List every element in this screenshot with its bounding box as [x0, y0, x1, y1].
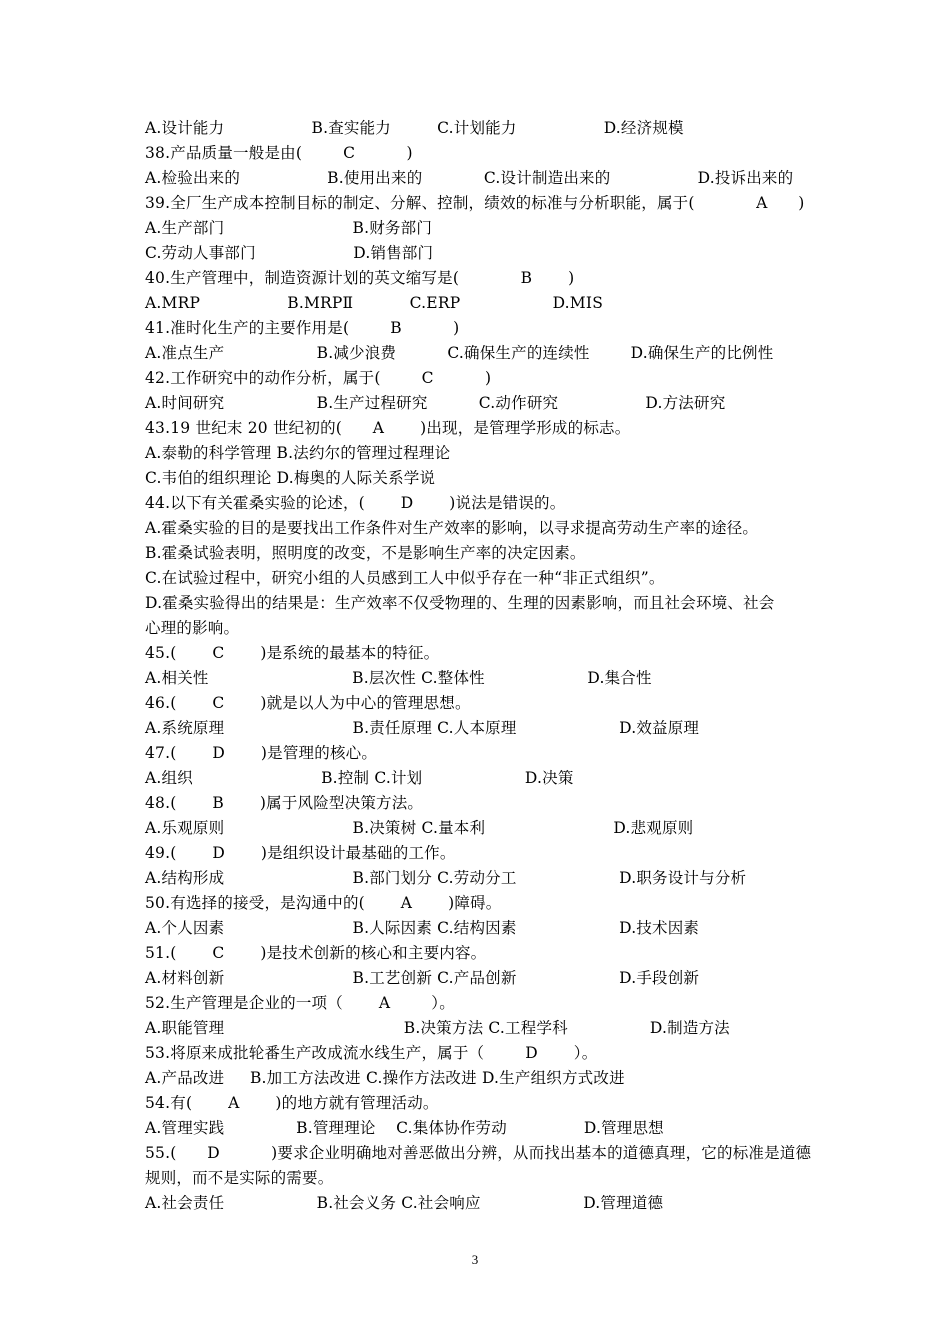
text-line: A.泰勒的科学管理 B.法约尔的管理过程理论 — [145, 444, 451, 462]
question-44: 44.以下有关霍桑实验的论述，( D )说法是错误的。 — [145, 494, 566, 512]
question-50: 50.有选择的接受，是沟通中的( A )障碍。 — [145, 894, 502, 912]
question-49: 49.( D )是组织设计最基础的工作。 — [145, 844, 456, 862]
question-40: 40.生产管理中，制造资源计划的英文缩写是( B ) — [145, 269, 575, 287]
text-line: A.产品改进 B.加工方法改进 C.操作方法改进 D.生产组织方式改进 — [145, 1069, 625, 1087]
text-line: A.MRP B.MRPⅡ C.ERP D.MIS — [145, 294, 604, 312]
text-line: A.检验出来的 B.使用出来的 C.设计制造出来的 D.投诉出来的 — [145, 169, 794, 187]
text-line: A.材料创新 B.工艺创新 C.产品创新 D.手段创新 — [145, 969, 700, 987]
text-line: A.相关性 B.层次性 C.整体性 D.集合性 — [145, 669, 652, 687]
question-45: 45.( C )是系统的最基本的特征。 — [145, 644, 440, 662]
text-line: 心理的影响。 — [145, 619, 240, 637]
question-41: 41.准时化生产的主要作用是( B ) — [145, 319, 460, 337]
question-43: 43.19 世纪末 20 世纪初的( A )出现，是管理学形成的标志。 — [145, 419, 631, 437]
text-line: C.在试验过程中，研究小组的人员感到工人中似乎存在一种“非正式组织”。 — [145, 569, 665, 587]
text-line: A.时间研究 B.生产过程研究 C.动作研究 D.方法研究 — [145, 394, 726, 412]
text-line: C.韦伯的组织理论 D.梅奥的人际关系学说 — [145, 469, 436, 487]
question-48: 48.( B )属于风险型决策方法。 — [145, 794, 424, 812]
question-42: 42.工作研究中的动作分析，属于( C ) — [145, 369, 492, 387]
text-line: A.乐观原则 B.决策树 C.量本利 D.悲观原则 — [145, 819, 694, 837]
text-line: A.个人因素 B.人际因素 C.结构因素 D.技术因素 — [145, 919, 700, 937]
question-47: 47.( D )是管理的核心。 — [145, 744, 378, 762]
page-number: 3 — [471, 1252, 479, 1267]
text-line: D.霍桑实验得出的结果是：生产效率不仅受物理的、生理的因素影响，而且社会环境、社会 — [145, 594, 775, 612]
question-38: 38.产品质量一般是由( C ) — [145, 144, 413, 162]
text-line: A.结构形成 B.部门划分 C.劳动分工 D.职务设计与分析 — [145, 869, 747, 887]
text-line: 规则，而不是实际的需要。 — [145, 1169, 334, 1187]
question-54: 54.有( A )的地方就有管理活动。 — [145, 1094, 439, 1112]
text-line: A.系统原理 B.责任原理 C.人本原理 D.效益原理 — [145, 719, 700, 737]
text-line: B.霍桑试验表明，照明度的改变，不是影响生产率的决定因素。 — [145, 544, 586, 562]
text-line: A.准点生产 B.减少浪费 C.确保生产的连续性 D.确保生产的比例性 — [145, 344, 774, 362]
text-line: A.社会责任 B.社会义务 C.社会响应 D.管理道德 — [145, 1194, 664, 1212]
question-39: 39.全厂生产成本控制目标的制定、分解、控制，绩效的标准与分析职能，属于( A ) — [145, 194, 805, 212]
text-line: C.劳动人事部门 D.销售部门 — [145, 244, 434, 262]
question-46: 46.( C )就是以人为中心的管理思想。 — [145, 694, 471, 712]
question-51: 51.( C )是技术创新的核心和主要内容。 — [145, 944, 487, 962]
text-line: A.设计能力 B.查实能力 C.计划能力 D.经济规模 — [145, 119, 684, 137]
text-line: A.组织 B.控制 C.计划 D.决策 — [145, 769, 574, 787]
text-line: A.霍桑实验的目的是要找出工作条件对生产效率的影响，以寻求提高劳动生产率的途径。 — [145, 519, 759, 537]
question-52: 52.生产管理是企业的一项（ A ）。 — [145, 994, 455, 1012]
text-line: A.生产部门 B.财务部门 — [145, 219, 433, 237]
text-line: A.管理实践 B.管理理论 C.集体协作劳动 D.管理思想 — [145, 1119, 664, 1137]
text-line: A.职能管理 B.决策方法 C.工程学科 D.制造方法 — [145, 1019, 730, 1037]
question-53: 53.将原来成批轮番生产改成流水线生产，属于（ D ）。 — [145, 1044, 598, 1062]
question-55: 55.( D )要求企业明确地对善恶做出分辨，从而找出基本的道德真理，它的标准是道德 — [145, 1144, 812, 1162]
